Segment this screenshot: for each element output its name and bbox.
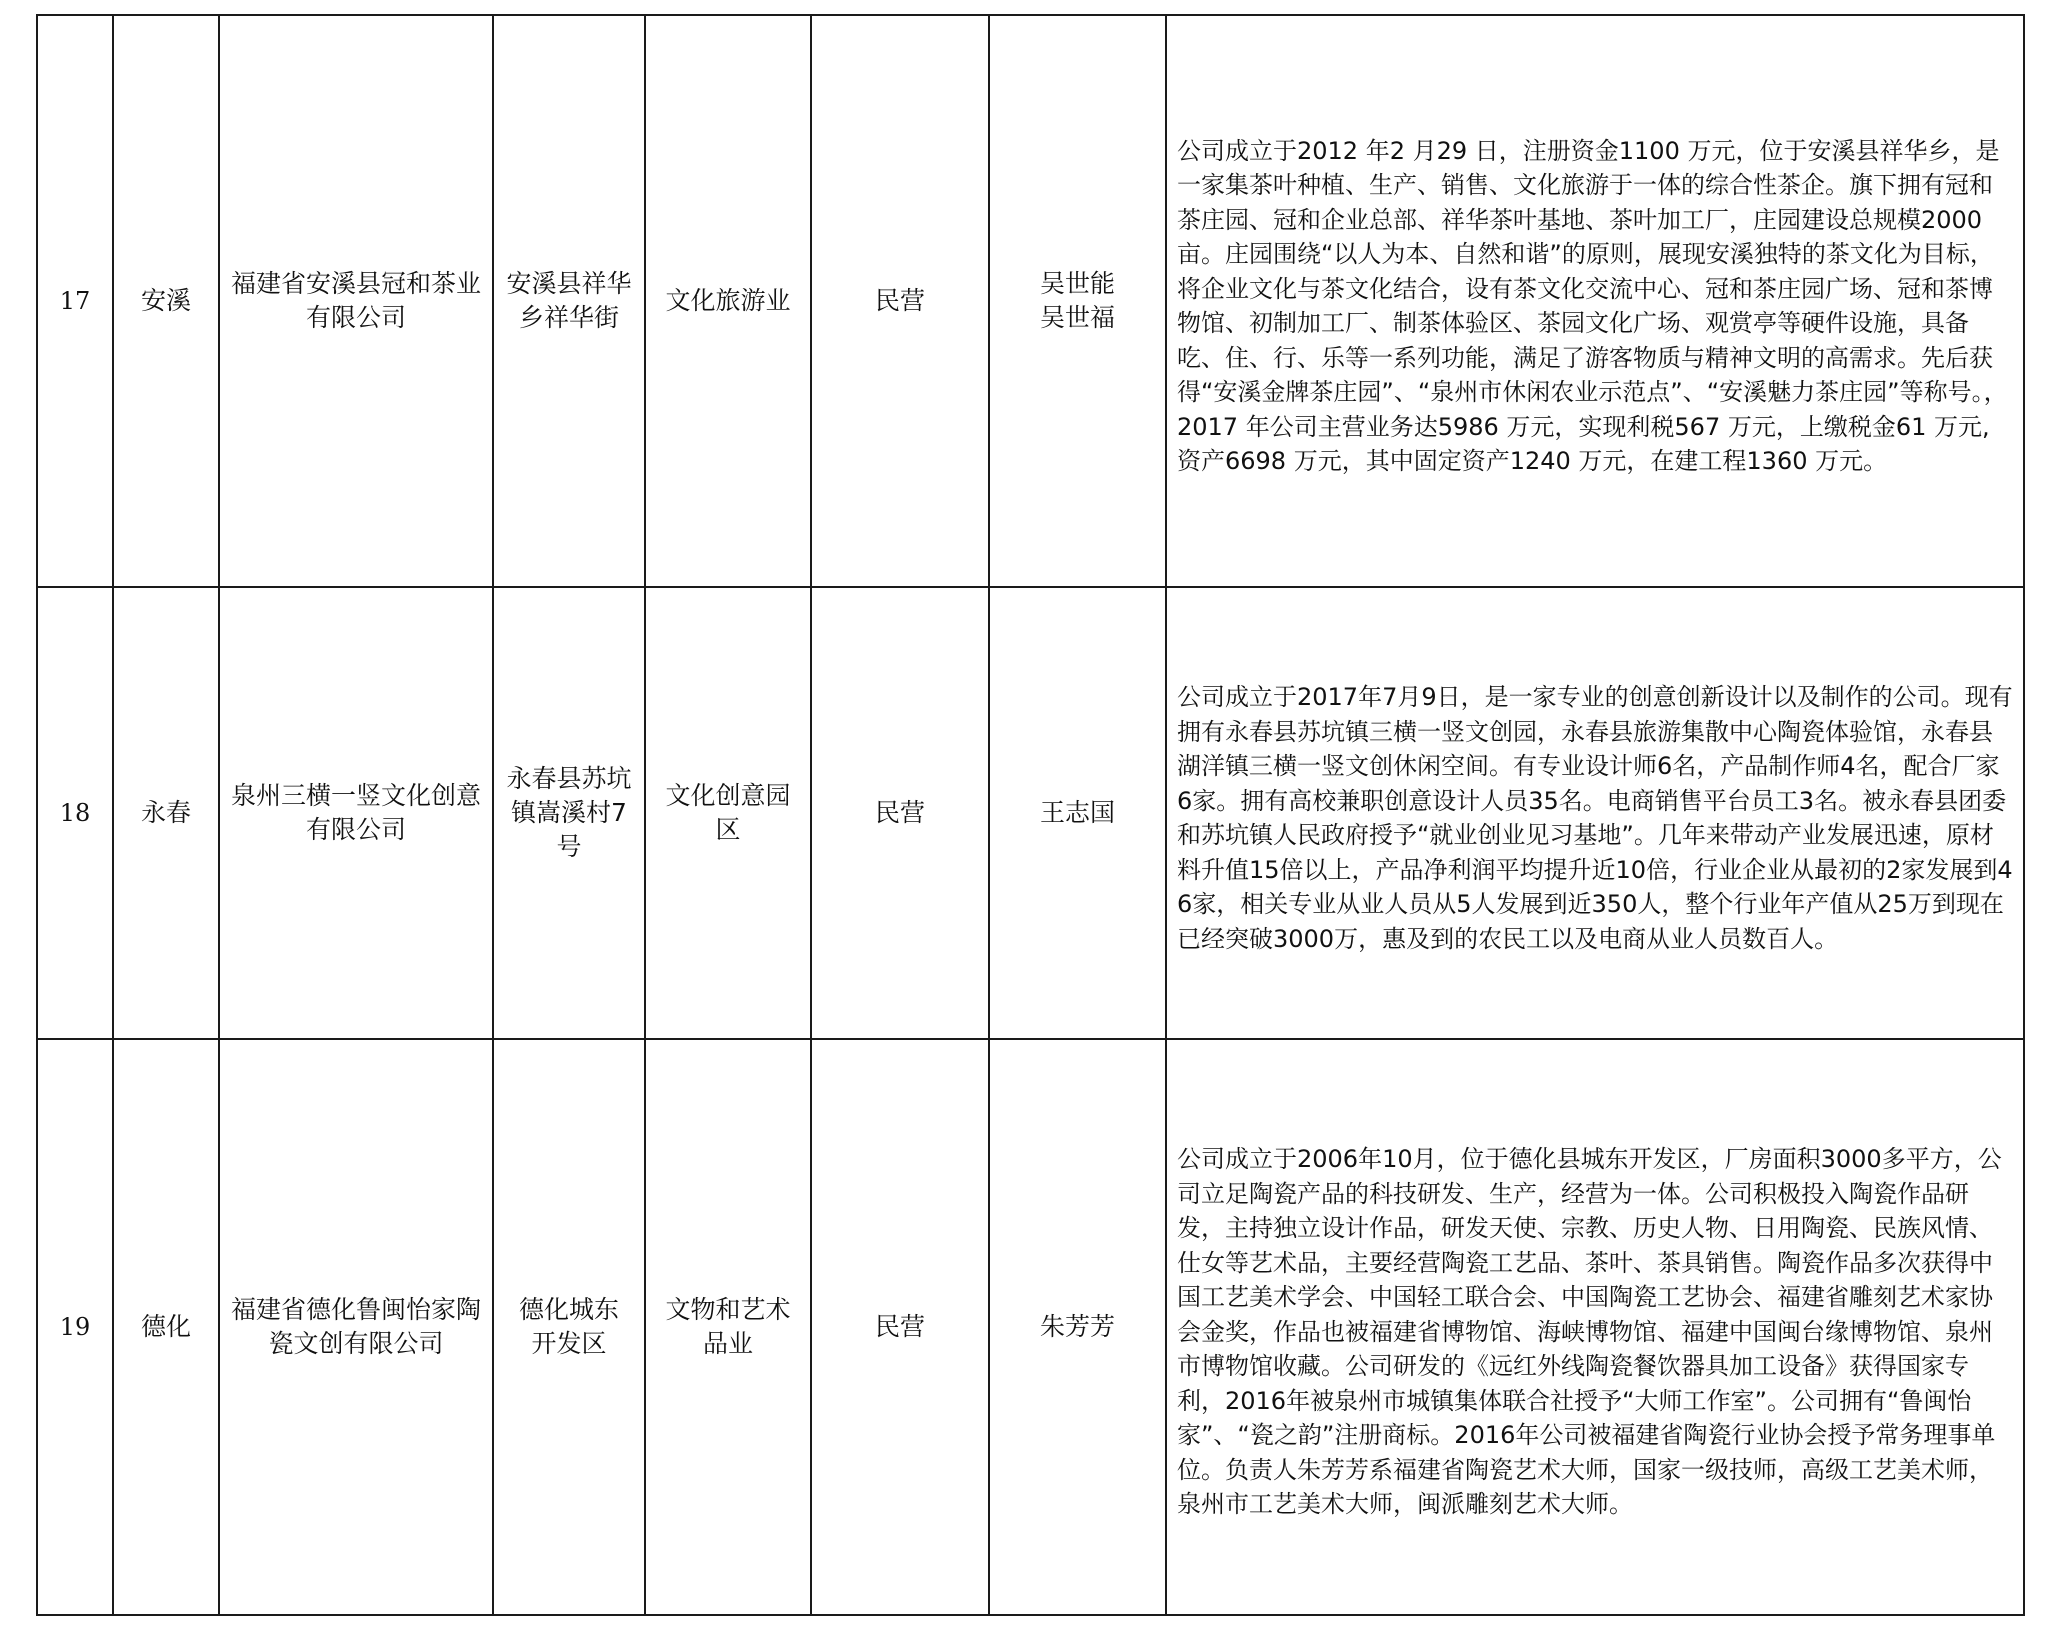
industry: 文物和艺术品业 <box>665 1295 791 1358</box>
row-number: 19 <box>37 1039 113 1615</box>
description-cell: 公司成立于2017年7月9日，是一家专业的创意创新设计以及制作的公司。现有拥有永春县苏坑镇三横一竖文创园，永春县旅游集散中心陶瓷体验馆，永春县湖洋镇三横一竖文创休闲空间。有专业设计师6名，产品制作师4名，配合厂家6家。拥有高校兼职创意设计人员35名。电商销售平台员工3名。被永春县团委和苏坑镇人民政府授予“就业创业见习基地”。几年来带动产业发展迅速，原材料升值15倍以上，产品净利润平均提升近10倍，行业企业从最初的2家发展到46家，相关专业从业人员从5人发展到近350人，整个行业年产值从25万到现在已经突破3000万，惠及到的农民工以及电商从业人员数百人。 <box>1166 587 2024 1039</box>
legal-person-cell: 王志国 <box>989 587 1166 1039</box>
company-name-cell <box>219 1039 493 1615</box>
row-number: 18 <box>37 587 113 1039</box>
table-row <box>37 1039 2024 1615</box>
county-cell: 安溪 <box>113 15 219 587</box>
industry-cell <box>645 587 811 1039</box>
document-page <box>36 14 2023 1614</box>
address: 永春县苏坑镇嵩溪村7号 <box>506 764 632 861</box>
company-name: 泉州三横一竖文化创意有限公司 <box>231 781 482 844</box>
ownership-cell: 民营 <box>811 587 989 1039</box>
company-name-cell <box>219 587 493 1039</box>
ownership-cell: 民营 <box>811 15 989 587</box>
industry-cell: 文化旅游业 <box>645 15 811 587</box>
table-row <box>37 15 2024 587</box>
address-cell <box>493 15 645 587</box>
legal-person: 吴世能 吴世福 <box>1039 269 1115 332</box>
legal-person-cell <box>989 15 1166 587</box>
enterprise-table <box>36 14 2025 1616</box>
industry-cell <box>645 1039 811 1615</box>
legal-person-cell: 朱芳芳 <box>989 1039 1166 1615</box>
ownership-cell: 民营 <box>811 1039 989 1615</box>
description-cell: 公司成立于2012 年2 月29 日，注册资金1100 万元，位于安溪县祥华乡，是一家集茶叶种植、生产、销售、文化旅游于一体的综合性茶企。旗下拥有冠和茶庄园、冠和企业总部、祥华茶叶基地、茶叶加工厂，庄园建设总规模2000 亩。庄园围绕“以人为本、自然和谐”的原则，展现安溪独特的茶文化为目标，将企业文化与茶文化结合，设有茶文化交流中心、冠和茶庄园广场、冠和茶博物馆、初制加工厂、制茶体验区、茶园文化广场、观赏亭等硬件设施，具备吃、住、行、乐等一系列功能，满足了游客物质与精神文明的高需求。先后获得“安溪金牌茶庄园”、“泉州市休闲农业示范点”、“安溪魅力茶庄园”等称号。，2017 年公司主营业务达5986 万元，实现利税567 万元，上缴税金61 万元,资产6698 万元，其中固定资产1240 万元，在建工程1360 万元。 <box>1166 15 2024 587</box>
company-name: 福建省德化鲁闽怡家陶瓷文创有限公司 <box>231 1295 482 1358</box>
address: 德化城东开发区 <box>518 1295 619 1358</box>
description-cell: 公司成立于2006年10月，位于德化县城东开发区，厂房面积3000多平方，公司立足陶瓷产品的科技研发、生产，经营为一体。公司积极投入陶瓷作品研发，主持独立设计作品，研发天使、宗教、历史人物、日用陶瓷、民族风情、仕女等艺术品，主要经营陶瓷工艺品、茶叶、茶具销售。陶瓷作品多次获得中国工艺美术学会、中国轻工联合会、中国陶瓷工艺协会、福建省雕刻艺术家协会金奖，作品也被福建省博物馆、海峡博物馆、福建中国闽台缘博物馆、泉州市博物馆收藏。公司研发的《远红外线陶瓷餐饮器具加工设备》获得国家专利，2016年被泉州市城镇集体联合社授予“大师工作室”。公司拥有“鲁闽怡家”、“瓷之韵”注册商标。2016年公司被福建省陶瓷行业协会授予常务理事单位。负责人朱芳芳系福建省陶瓷艺术大师，国家一级技师，高级工艺美术师，泉州市工艺美术大师，闽派雕刻艺术大师。 <box>1166 1039 2024 1615</box>
address-cell <box>493 587 645 1039</box>
county-cell: 德化 <box>113 1039 219 1615</box>
address: 安溪县祥华乡祥华街 <box>506 269 632 332</box>
industry: 文化创意园区 <box>665 781 791 844</box>
row-number: 17 <box>37 15 113 587</box>
company-name-cell <box>219 15 493 587</box>
table-row <box>37 587 2024 1039</box>
company-name: 福建省安溪县冠和茶业有限公司 <box>231 269 482 332</box>
address-cell <box>493 1039 645 1615</box>
county-cell: 永春 <box>113 587 219 1039</box>
